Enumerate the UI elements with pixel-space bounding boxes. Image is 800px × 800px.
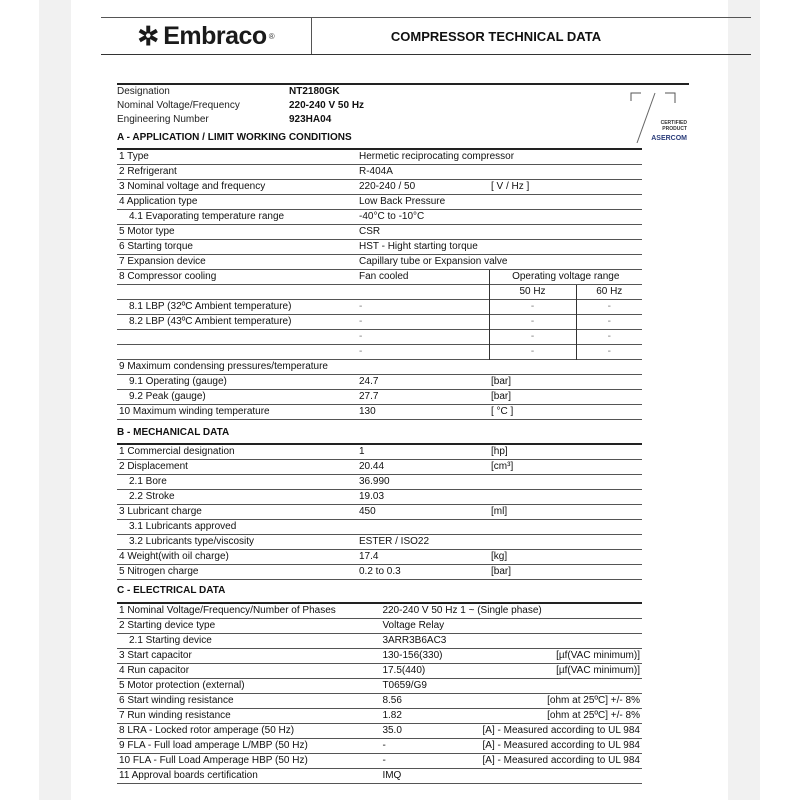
right-margin [728, 0, 760, 800]
row-label: 2.1 Starting device [117, 634, 380, 649]
row-label: 1 Commercial designation [117, 444, 357, 460]
row-value: -40°C to -10°C [357, 210, 642, 225]
id-value: 923HA04 [289, 114, 332, 125]
table-row [117, 240, 642, 255]
row-value: 450 [357, 505, 489, 520]
id-label: Designation [117, 86, 170, 97]
embraco-logo-icon: ✲ [137, 21, 160, 51]
row-unit [480, 619, 642, 634]
table-row [117, 345, 642, 360]
table-row [117, 490, 642, 505]
row-value: - [357, 315, 489, 330]
row-unit [489, 535, 642, 550]
table-row [117, 709, 642, 724]
table-row [117, 769, 642, 784]
row-label: 2.1 Bore [117, 475, 357, 490]
row-label: 8.1 LBP (32ºC Ambient temperature) [117, 300, 357, 315]
row-value: Fan cooled [357, 270, 489, 285]
row-label: 8 LRA - Locked rotor amperage (50 Hz) [117, 724, 380, 739]
row-label: 9.2 Peak (gauge) [117, 390, 357, 405]
table-row [117, 210, 642, 225]
table-row [117, 724, 642, 739]
row-label: 6 Starting torque [117, 240, 357, 255]
row-value: Capillary tube or Expansion valve [357, 255, 642, 270]
row-value: 24.7 [357, 375, 489, 390]
section-b-table [117, 443, 642, 580]
row-unit: [ohm at 25ºC] +/- 8% [480, 709, 642, 724]
row-unit [480, 679, 642, 694]
table-row [117, 664, 642, 679]
row-unit: [µf(VAC minimum)] [480, 664, 642, 679]
table-row [117, 565, 642, 580]
row-unit: [A] - Measured according to UL 984 [480, 739, 642, 754]
section-a-title: A - APPLICATION / LIMIT WORKING CONDITIONS [117, 132, 352, 143]
table-row [117, 634, 642, 649]
asercom-certification [624, 83, 689, 153]
row-label: 3.2 Lubricants type/viscosity [117, 535, 357, 550]
table-row [117, 300, 642, 315]
section-c-table [117, 602, 642, 784]
value-50hz: - [489, 300, 576, 315]
row-value: - [357, 345, 489, 360]
value-60hz: - [576, 315, 642, 330]
row-value: 130-156(330) [380, 649, 480, 664]
row-label: 4.1 Evaporating temperature range [117, 210, 357, 225]
row-label: 5 Nitrogen charge [117, 565, 357, 580]
row-value: 0.2 to 0.3 [357, 565, 489, 580]
row-value: 20.44 [357, 460, 489, 475]
row-label: 10 Maximum winding temperature [117, 405, 357, 420]
row-label: 3.1 Lubricants approved [117, 520, 357, 535]
table-row [117, 475, 642, 490]
row-label: 1 Nominal Voltage/Frequency/Number of Phases [117, 603, 380, 619]
row-unit: [ V / Hz ] [489, 180, 642, 195]
row-unit: [ °C ] [489, 405, 642, 420]
row-label [117, 330, 357, 345]
table-row [117, 165, 642, 180]
row-label: 8.2 LBP (43ºC Ambient temperature) [117, 315, 357, 330]
row-unit: [cm³] [489, 460, 642, 475]
row-label: 8 Compressor cooling [117, 270, 357, 285]
row-unit: [ml] [489, 505, 642, 520]
cert-line-2: PRODUCT [662, 126, 687, 132]
row-value: Voltage Relay [380, 619, 480, 634]
row-value: Low Back Pressure [357, 195, 642, 210]
row-value: - [380, 754, 480, 769]
registered-mark: ® [268, 31, 275, 41]
document-header [101, 17, 751, 55]
row-value: 19.03 [357, 490, 489, 505]
id-row-designation [117, 85, 625, 99]
table-row [117, 550, 642, 565]
row-label: 3 Nominal voltage and frequency [117, 180, 357, 195]
table-row [117, 180, 642, 195]
row-label: 2 Starting device type [117, 619, 380, 634]
col-50hz-header: 50 Hz [489, 285, 576, 300]
id-value: NT2180GK [289, 86, 340, 97]
row-unit: [A] - Measured according to UL 984 [480, 754, 642, 769]
row-value: 36.990 [357, 475, 489, 490]
table-row [117, 149, 642, 165]
section-b-title: B - MECHANICAL DATA [117, 427, 230, 438]
table-row [117, 330, 642, 345]
row-unit [489, 490, 642, 505]
row-value: 220-240 V 50 Hz 1 ~ (Single phase) [380, 603, 642, 619]
table-row [117, 505, 642, 520]
row-value: - [380, 739, 480, 754]
col-60hz-header: 60 Hz [576, 285, 642, 300]
table-row [117, 694, 642, 709]
row-label: 9.1 Operating (gauge) [117, 375, 357, 390]
table-row [117, 405, 642, 420]
table-row [117, 739, 642, 754]
row-unit [489, 520, 642, 535]
row-label: 2 Refrigerant [117, 165, 357, 180]
row-label: 6 Start winding resistance [117, 694, 380, 709]
row-value: - [357, 330, 489, 345]
table-row [117, 375, 642, 390]
brand-name: Embraco [163, 21, 267, 50]
table-row [117, 315, 642, 330]
id-row-voltage [117, 99, 625, 113]
row-label: 5 Motor protection (external) [117, 679, 380, 694]
row-value: 3ARR3B6AC3 [380, 634, 480, 649]
row-value: Hermetic reciprocating compressor [357, 149, 642, 165]
table-row [117, 603, 642, 619]
id-label: Engineering Number [117, 114, 209, 125]
value-60hz: - [576, 345, 642, 360]
table-row [117, 535, 642, 550]
row-value: CSR [357, 225, 642, 240]
table-row [117, 649, 642, 664]
row-label: 4 Weight(with oil charge) [117, 550, 357, 565]
row-unit: [hp] [489, 444, 642, 460]
document-title: COMPRESSOR TECHNICAL DATA [390, 28, 602, 44]
row-label: 2 Displacement [117, 460, 357, 475]
row-label: 5 Motor type [117, 225, 357, 240]
empty-cell [357, 285, 489, 300]
empty-cell [117, 285, 357, 300]
row-label: 1 Type [117, 149, 357, 165]
row-unit: [bar] [489, 390, 642, 405]
row-label: 7 Expansion device [117, 255, 357, 270]
cooling-row [117, 270, 642, 285]
row-value [357, 520, 489, 535]
row-value: 130 [357, 405, 489, 420]
row-label: 10 FLA - Full Load Amperage HBP (50 Hz) [117, 754, 380, 769]
left-margin [39, 0, 71, 800]
operating-voltage-range-header: Operating voltage range [489, 270, 642, 285]
identification-block [117, 83, 625, 127]
table-row [117, 460, 642, 475]
certified-product-text [661, 120, 687, 132]
row-label: 7 Run winding resistance [117, 709, 380, 724]
row-label: 2.2 Stroke [117, 490, 357, 505]
row-unit: [bar] [489, 375, 642, 390]
row-value: ESTER / ISO22 [357, 535, 489, 550]
row-unit: [kg] [489, 550, 642, 565]
table-row [117, 360, 642, 375]
section-a-table [117, 148, 642, 420]
row-unit: [bar] [489, 565, 642, 580]
table-row [117, 225, 642, 240]
id-row-engineering-number [117, 113, 625, 127]
row-value: 27.7 [357, 390, 489, 405]
id-label: Nominal Voltage/Frequency [117, 100, 240, 111]
section-c-title: C - ELECTRICAL DATA [117, 585, 226, 596]
row-value: 17.4 [357, 550, 489, 565]
table-row [117, 679, 642, 694]
row-value: 220-240 / 50 [357, 180, 489, 195]
row-label [117, 345, 357, 360]
value-50hz: - [489, 345, 576, 360]
row-unit [489, 475, 642, 490]
row-unit [480, 634, 642, 649]
table-row [117, 390, 642, 405]
row-label: 3 Lubricant charge [117, 505, 357, 520]
frequency-header-row [117, 285, 642, 300]
row-value: HST - Hight starting torque [357, 240, 642, 255]
row-unit [480, 769, 642, 784]
row-value: 8.56 [380, 694, 480, 709]
asercom-brand: ASERCOM [651, 135, 687, 142]
table-row [117, 195, 642, 210]
row-label: 9 FLA - Full load amperage L/MBP (50 Hz) [117, 739, 380, 754]
cert-line-1: CERTIFIED [660, 120, 687, 126]
embraco-logo [101, 18, 312, 54]
value-50hz: - [489, 330, 576, 345]
row-value: - [357, 300, 489, 315]
table-row [117, 754, 642, 769]
table-row [117, 255, 642, 270]
id-value: 220-240 V 50 Hz [289, 100, 365, 111]
row-unit: [A] - Measured according to UL 984 [480, 724, 642, 739]
row-value: T0659/G9 [380, 679, 480, 694]
row-label: 3 Start capacitor [117, 649, 380, 664]
row-label: 4 Application type [117, 195, 357, 210]
value-60hz: - [576, 300, 642, 315]
row-value: R-404A [357, 165, 642, 180]
row-label: 11 Approval boards certification [117, 769, 380, 784]
row-value: 1 [357, 444, 489, 460]
table-row [117, 619, 642, 634]
row-unit: [µf(VAC minimum)] [480, 649, 642, 664]
document-page [71, 0, 728, 800]
row-value: 1.82 [380, 709, 480, 724]
table-row [117, 520, 642, 535]
row-label: 9 Maximum condensing pressures/temperature [117, 360, 642, 375]
row-value: IMQ [380, 769, 480, 784]
row-unit: [ohm at 25ºC] +/- 8% [480, 694, 642, 709]
row-label: 4 Run capacitor [117, 664, 380, 679]
row-value: 35.0 [380, 724, 480, 739]
value-60hz: - [576, 330, 642, 345]
table-row [117, 444, 642, 460]
value-50hz: - [489, 315, 576, 330]
row-value: 17.5(440) [380, 664, 480, 679]
